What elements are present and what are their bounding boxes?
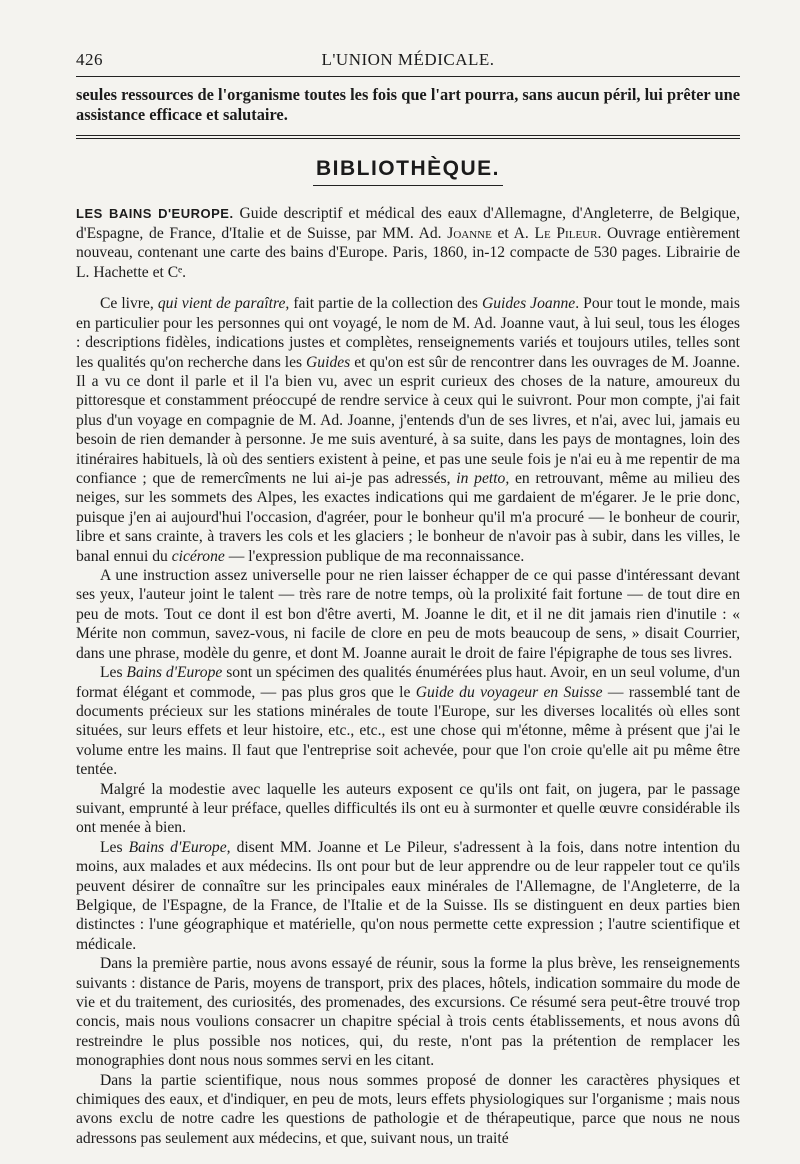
section-title: BIBLIOTHÈQUE. bbox=[315, 157, 500, 180]
book-publication-info: . Ouvrage entièrement nouveau, contenant une carte des bains d'Europe. Paris, 1860, in-12 compacte de 530 pages. Librairie de L. Hachette et Cᵉ. bbox=[76, 224, 741, 281]
text-span: Ce livre, bbox=[100, 295, 158, 313]
italic-span: Bains d'Europe bbox=[126, 664, 223, 682]
paragraph-4: Malgré la modestie avec laquelle les auteurs exposent ce qu'ils ont fait, on jugera, par le passage suivant, emprunté à leur préface, quelles difficultés ils ont eu à surmonter et quelle œuvre considérable ils ont menée à bien. bbox=[76, 780, 740, 837]
author-joanne: Joanne bbox=[447, 224, 492, 242]
text-span: Les bbox=[100, 838, 129, 856]
title-underline bbox=[313, 185, 503, 186]
paragraph-6: Dans la première partie, nous avons essayé de réunir, sous la forme la plus brève, les renseignements suivants : distance de Paris, moyens de transport, prix des places, hôtels, indication sommaire du mode de vie et du traitement, des curiosités, des promenades, des excursions. Ce résumé sera peut-être trouvé trop concis, mais nous voulions consacrer un chapitre spécial à trois cents établissements, et nous avons dû restreindre le plus possible nos notices, qui, du reste, n'ont pas la prétention de remplacer les monographies dont nous nous sommes servi en les citant. bbox=[76, 955, 740, 1070]
book-description: Guide descriptif et médical des eaux d'Allemagne, d'Angleterre, de Belgique, d'Espagne, de France, d'Italie et de Suisse, par MM. Ad. bbox=[76, 205, 740, 242]
article-body bbox=[76, 294, 740, 1148]
text-span: — l'expression publique de ma reconnaissance. bbox=[224, 547, 525, 565]
paragraph-7: Dans la partie scientifique, nous nous sommes proposé de donner les caractères physiques et chimiques des eaux, et d'indiquer, en peu de mots, leurs effets physiologiques sur l'organisme ; mais nous avons exclu de notre cadre les questions de pathologie et de thérapeutique, parce que nous ne nous adressons pas seulement aux médecins, et que, suivant nous, un traité bbox=[76, 1071, 740, 1147]
paragraph-2: A une instruction assez universelle pour ne rien laisser échapper de ce qui passe d'intéressant devant ses yeux, l'auteur joint le talent — très rare de notre temps, où la prolixité fait fortune — de tout dire en peu de mots. Tout ce dont il est bon d'être averti, M. Joanne le dit, et il ne dit jamais rien d'inutile : « Mérite non commun, savez-vous, ni facile de clore en peu de mots beaucoup de sens, » disait Courrier, dans une phrase, modèle du genre, et dont M. Joanne aurait le droit de faire l'épigraphe de tous ses livres. bbox=[76, 567, 740, 662]
text-span: et qu'on est sûr de rencontrer dans les ouvrages de M. Joanne. Il a vu ce dont il parle et il l'a bien vu, avec un esprit curieux des choses de la nature, amoureux du pittoresque et constamment préoccupé de rendre service à ceux qui le suivront. Pour mon compte, j'ai fait plus d'un voyage en compagnie de M. Ad. Joanne, j'entends d'un de ses livres, et n'ai, avec lui, jamais eu besoin de rien demander à personne. Je me suis aventuré, à sa suite, dans les pays de montagnes, loin des itinéraires habituels, là où des sentiers existent à peine, et pas une seule fois je n'ai eu à me repentir de ma confiance ; que de remercîments ne lui ai-je pas adressés, bbox=[76, 353, 740, 488]
text-span: disent MM. Joanne et Le Pileur, s'adressent à la fois, dans notre intention du moins, aux malades et aux médecins. Ils ont pour but de leur apprendre ou de leur rappeler tout ce qu'ils peuvent désirer de connaître sur les principales eaux minérales de l'Allemagne, de l'Angleterre, de la Belgique, de l'Espagne, de la France, de l'Italie et de la Suisse. Ils se distinguent en deux parties bien distinctes : l'une géographique et matérielle, qu'on nous permette cette expression ; l'autre scientifique et médicale. bbox=[76, 838, 740, 953]
journal-title: L'UNION MÉDICALE. bbox=[321, 50, 495, 69]
text-span: en retrouvant, même au milieu des neiges, sur les sommets des Alpes, les exactes indications qui me gardaient de m'égarer. Je le prie donc, puisque j'en ai aujourd'hui l'occasion, d'agréer, pour le bonheur qu'il m'a procuré — le bonheur de courir, libre et sans crainte, à travers les cols et les glaciers ; le bonheur de n'avoir pas à subir, dans les villes, le banal ennui du bbox=[76, 470, 740, 565]
italic-span: Bains d'Europe, bbox=[128, 838, 231, 856]
text-span: sont un spécimen des qualités énumérées plus haut. Avoir, en un seul volume, d'un format élégant et commode, — pas plus gros que le bbox=[76, 664, 741, 701]
author-le-pileur: Le Pileur bbox=[534, 224, 598, 242]
italic-span: qui vient de paraître, bbox=[157, 295, 290, 313]
text-span: — rassemblé tant de documents précieux sur les stations minérales de toute l'Europe, sur les diverses localités où elles sont situées, sur leurs effets et leur histoire, etc., etc., est une chose qui m'étonne, même à présent que j'ai le volume entre les mains. Il faut que l'entreprise soit achevée, pour que l'on croie qu'elle ait pu même être tentée. bbox=[76, 683, 740, 779]
header-rule bbox=[76, 76, 740, 77]
intro-text: seules ressources de l'organisme toutes les fois que l'art pourra, sans aucun péril, lui prêter une assistance efficace et salutaire. bbox=[76, 85, 740, 124]
paragraph-3 bbox=[76, 663, 740, 779]
page-header bbox=[76, 44, 740, 74]
page-number: 426 bbox=[76, 50, 103, 69]
italic-span: Guide du voyageur en Suisse bbox=[415, 683, 603, 701]
text-span: . Pour tout le monde, mais en particulier pour les personnes qui ont voyagé, le nom de M. Ad. Joanne vaut, à lui seul, tous les éloges : descriptions fidèles, indications justes et complètes, renseignements variés et toujours utiles, telles sont les qualités qu'on recherche dans les bbox=[76, 295, 740, 371]
section-divider bbox=[76, 135, 740, 139]
paragraph-5 bbox=[76, 838, 740, 954]
page bbox=[76, 44, 740, 1148]
italic-span: cicérone bbox=[171, 547, 225, 565]
italic-span: Guides bbox=[306, 353, 351, 371]
text-span: fait partie de la collection des bbox=[289, 295, 482, 313]
paragraph-1 bbox=[76, 294, 740, 566]
italic-span: in petto, bbox=[456, 470, 510, 488]
book-title: LES BAINS D'EUROPE. bbox=[76, 206, 234, 221]
text-span: Les bbox=[100, 664, 127, 682]
book-reference bbox=[76, 204, 740, 282]
book-description-cont: et A. bbox=[491, 224, 535, 242]
italic-span: Guides Joanne bbox=[481, 295, 576, 313]
